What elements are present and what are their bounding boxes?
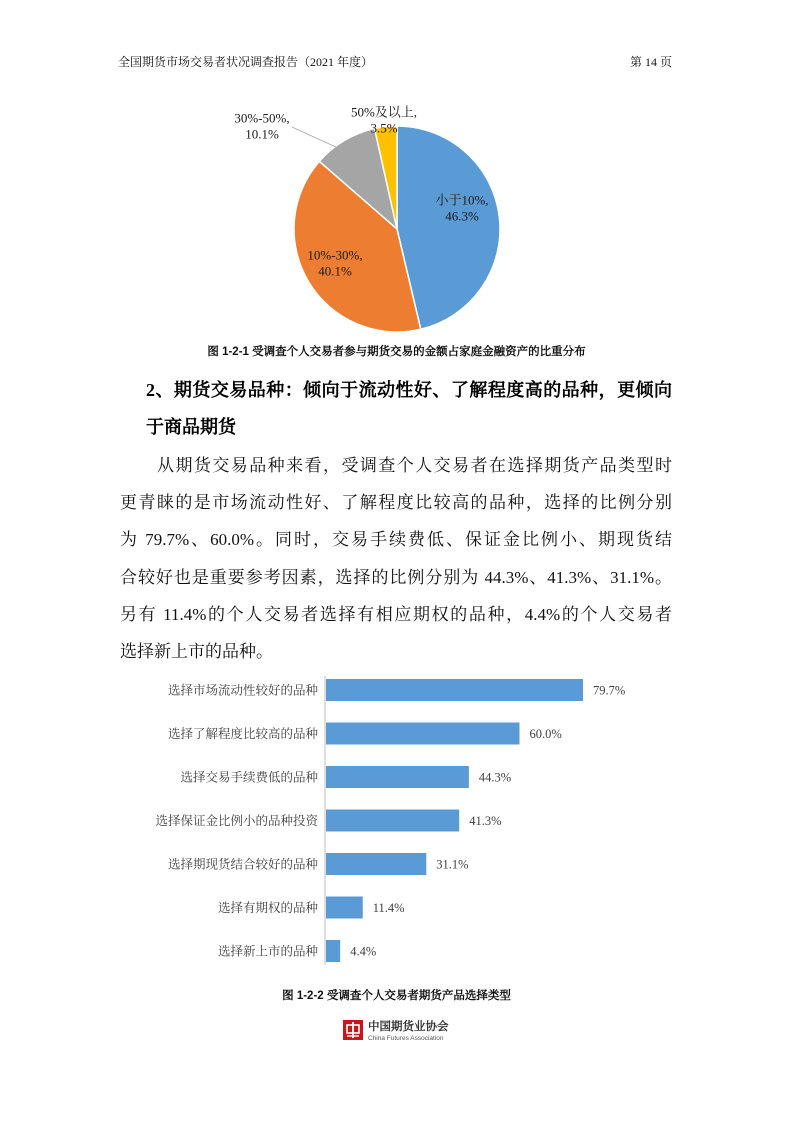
bar-category-label: 选择了解程度比较高的品种 [167,727,318,741]
figure-caption: 图 1-2-2 受调查个人交易者期货产品选择类型 [282,990,511,1002]
bar-category-label: 选择交易手续费低的品种 [180,770,318,785]
bar [326,723,520,745]
pie-label-separator: , [359,247,363,263]
pie-category-label: 小于10% [435,192,486,208]
bar-category-label: 选择有期权的品种 [217,901,318,915]
bar [326,897,363,919]
bar-category-label: 选择保证金比例小的品种投资 [155,814,318,828]
pie-category-label: 10%-30% [307,247,360,263]
bar-value-label: 79.7% [593,683,626,698]
section-heading [146,372,672,446]
leader-line [292,127,338,148]
bar [326,810,459,832]
bar-value-label: 60.0% [529,727,562,741]
page-number: 第 14 页 [629,55,672,69]
pie-category-label: 30%-50% [234,110,287,126]
paragraph-line: 合较好也是重要参考因素，选择的比例分别为 44.3%、41.3%、31.1%。 [120,567,672,587]
bar [326,766,469,788]
association-emblem-icon [343,1020,363,1040]
figure-caption: 图 1-2-1 受调查个人交易者参与期货交易的金额占家庭金融资产的比重分布 [207,346,586,358]
pie-label-separator: , [286,110,290,126]
pie-data-label [234,111,289,142]
paragraph-line: 为 79.7%、60.0%。同时，交易手续费低、保证金比例小、期现货结 [120,530,672,550]
pie-value-label: 40.1% [318,263,352,279]
running-header-title: 全国期货市场交易者状况调查报告（2021 年度） [118,55,374,69]
body-paragraph [120,447,672,670]
pie-label-separator: , [413,104,418,120]
pie-value-label: 10.1% [245,126,279,142]
pie-value-label: 3.5% [370,120,398,136]
paragraph-line: 另有 11.4%的个人交易者选择有相应期权的品种，4.4%的个人交易者 [120,604,672,624]
bar [326,853,426,875]
pie-value-label: 46.3% [445,208,479,224]
pie-chart [200,95,600,340]
bar-category-label: 选择期现货结合较好的品种 [167,857,318,872]
bar-chart [150,668,650,968]
pie-category-label: 50%及以上 [350,104,414,120]
association-logo-subtext: China Futures Association [368,1035,444,1042]
section-heading-line: 2、期货交易品种：倾向于流动性好、了解程度高的品种，更倾向 [146,380,672,400]
bar-category-label: 选择市场流动性较好的品种 [167,683,318,698]
section-heading-line: 于商品期货 [146,417,236,437]
paragraph-line: 选择新上市的品种。 [120,641,273,661]
bar-value-label: 11.4% [372,901,405,915]
bar-value-label: 44.3% [478,770,512,785]
bar-value-label: 31.1% [436,857,469,872]
bar-value-label: 41.3% [469,814,502,828]
paragraph-line: 更青睐的是市场流动性好、了解程度比较高的品种，选择的比例分别 [120,493,672,513]
bar [326,679,583,701]
bar [326,940,340,962]
association-logo-text: 中国期货业协会 [368,1021,449,1033]
bar-category-label: 选择新上市的品种 [217,944,318,959]
bar-value-label: 4.4% [350,944,377,959]
pie-label-separator: , [485,192,489,208]
paragraph-line: 从期货交易品种来看，受调查个人交易者在选择期货产品类型时 [157,456,672,475]
